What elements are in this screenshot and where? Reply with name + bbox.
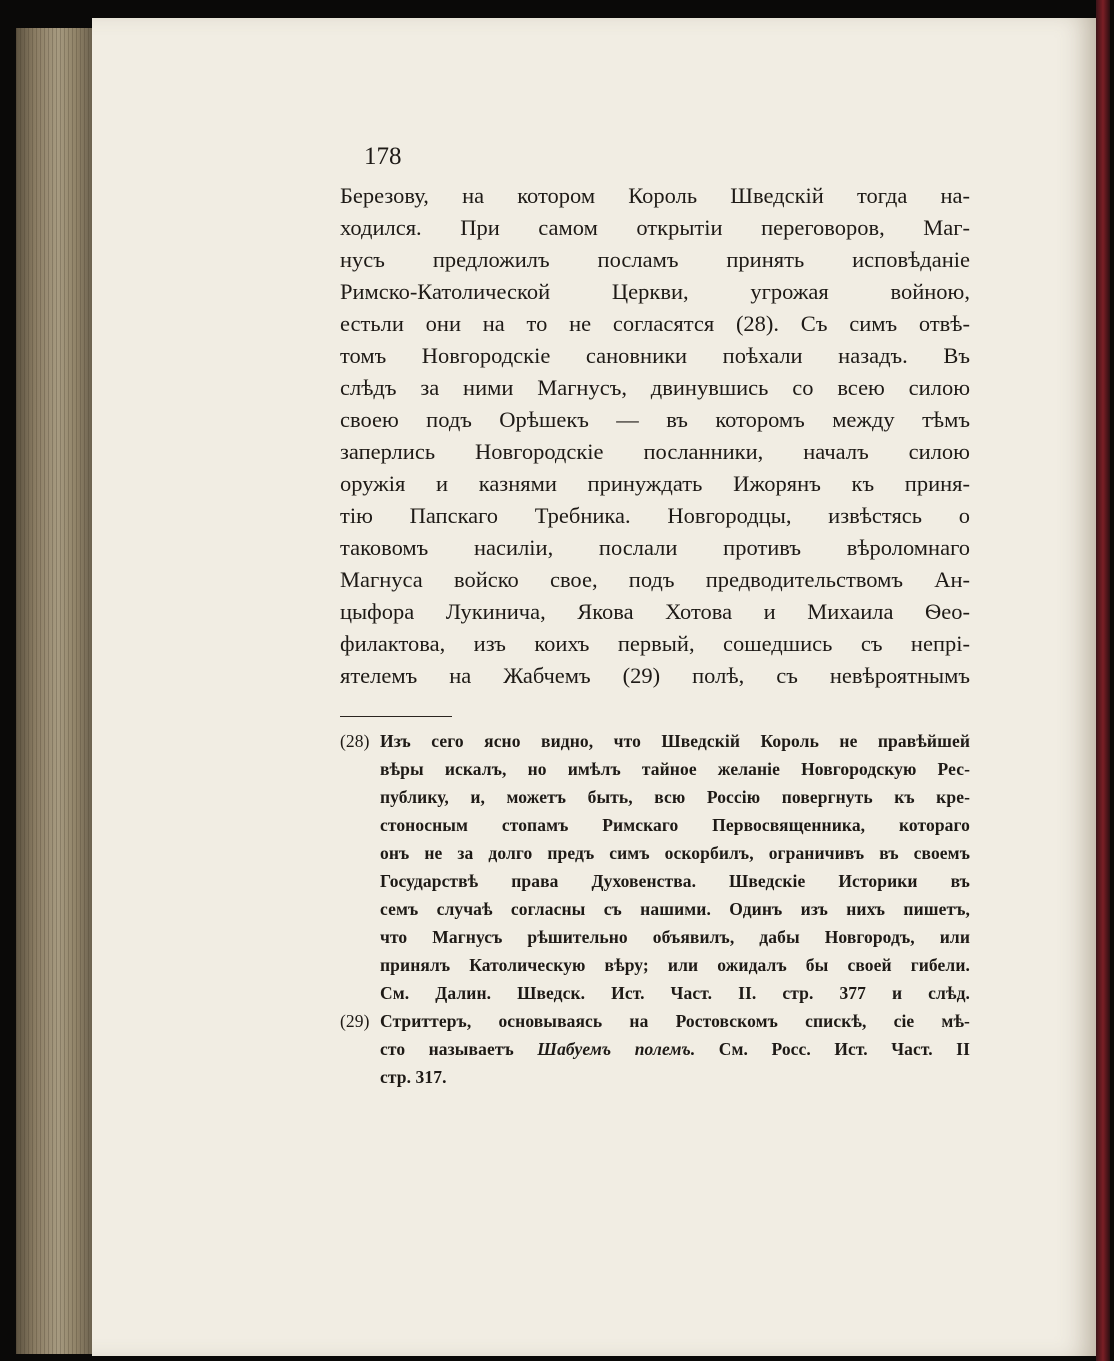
footnote-line: стоносным стопамъ Римскаго Первосвященника, котораго bbox=[380, 815, 970, 835]
footnote-marker: (28) bbox=[340, 731, 370, 751]
main-line: заперлись Новгородскіе посланники, началъ силою bbox=[340, 439, 970, 464]
footnote-line: принялъ Католическую вѣру; или ожидалъ бы своей гибели. bbox=[380, 955, 970, 975]
footnote-line: онъ не за долго предъ симъ оскорбилъ, ограничивъ въ своемъ bbox=[380, 843, 970, 863]
main-line: томъ Новгородскіе сановники поѣхали назадъ. Въ bbox=[340, 343, 970, 368]
main-line: филактова, изъ коихъ первый, сошедшись съ непрі- bbox=[340, 631, 970, 656]
main-line: оружія и казнями принуждать Ижорянъ къ приня- bbox=[340, 471, 970, 496]
footnote-text: См. Росс. Ист. Част. II bbox=[718, 1039, 970, 1059]
book-page-edge-lines bbox=[16, 28, 92, 1354]
main-line: естьли они на то не согласятся (28). Съ симъ отвѣ- bbox=[340, 311, 970, 336]
footnote-line bbox=[340, 1035, 970, 1063]
main-line: ятелемъ на Жабчемъ (29) полѣ, съ невѣроятнымъ bbox=[340, 663, 970, 688]
main-text bbox=[340, 180, 970, 692]
main-line: нусъ предложилъ посламъ принять исповѣданіе bbox=[340, 247, 970, 272]
main-line: тію Папскаго Требника. Новгородцы, извѣстясь о bbox=[340, 503, 970, 528]
footnote-marker: (29) bbox=[340, 1011, 370, 1031]
footnote-text: сто называетъ bbox=[380, 1039, 514, 1059]
page-text-block bbox=[340, 140, 970, 1091]
footnote-line: Государствѣ права Духовенства. Шведскіе Историки въ bbox=[380, 871, 970, 891]
footnote-line bbox=[340, 727, 970, 755]
footnote-line: вѣры искалъ, но имѣлъ тайное желаніе Новгородскую Рес- bbox=[380, 759, 970, 779]
main-line: цыфора Лукинича, Якова Хотова и Михаила Ѳео- bbox=[340, 599, 970, 624]
page-number: 178 bbox=[364, 143, 402, 170]
footnote-29 bbox=[340, 1007, 970, 1091]
footnote-line: стр. 317. bbox=[380, 1067, 447, 1087]
main-line: слѣдъ за ними Магнусъ, двинувшись со всею силою bbox=[340, 375, 970, 400]
footnote-rule bbox=[340, 716, 452, 717]
footnote-line: См. Далин. Шведск. Ист. Част. II. стр. 377 и слѣд. bbox=[380, 983, 970, 1003]
main-line: своею подъ Орѣшекъ — въ которомъ между тѣмъ bbox=[340, 407, 970, 432]
main-line: Магнуса войско свое, подъ предводительствомъ Ан- bbox=[340, 567, 970, 592]
footnote-text: Стриттеръ, основываясь на Ростовскомъ спискѣ, сіе мѣ- bbox=[380, 1011, 970, 1031]
main-line: Березову, на котором Король Шведскій тогда на- bbox=[340, 183, 970, 208]
footnote-italic-phrase: Шабуемъ полемъ. bbox=[537, 1039, 696, 1059]
main-line: ходился. При самом открытіи переговоров, Маг- bbox=[340, 215, 970, 240]
main-line: Римско-Католической Церкви, угрожая войною, bbox=[340, 279, 970, 304]
footnote-line bbox=[340, 1007, 970, 1035]
main-line: таковомъ насиліи, послали противъ вѣроломнаго bbox=[340, 535, 970, 560]
footnote-line: что Магнусъ рѣшительно объявилъ, дабы Новгородъ, или bbox=[380, 927, 970, 947]
footnote-text: Изъ сего ясно видно, что Шведскій Король не правѣйшей bbox=[380, 731, 970, 751]
book-cover-edge bbox=[1096, 0, 1110, 1361]
footnote-line: семъ случаѣ согласны съ нашими. Одинъ изъ нихъ пишетъ, bbox=[380, 899, 970, 919]
footnote-line: публику, и, можетъ быть, всю Россію повергнуть къ кре- bbox=[380, 787, 970, 807]
footnote-28 bbox=[340, 727, 970, 1007]
